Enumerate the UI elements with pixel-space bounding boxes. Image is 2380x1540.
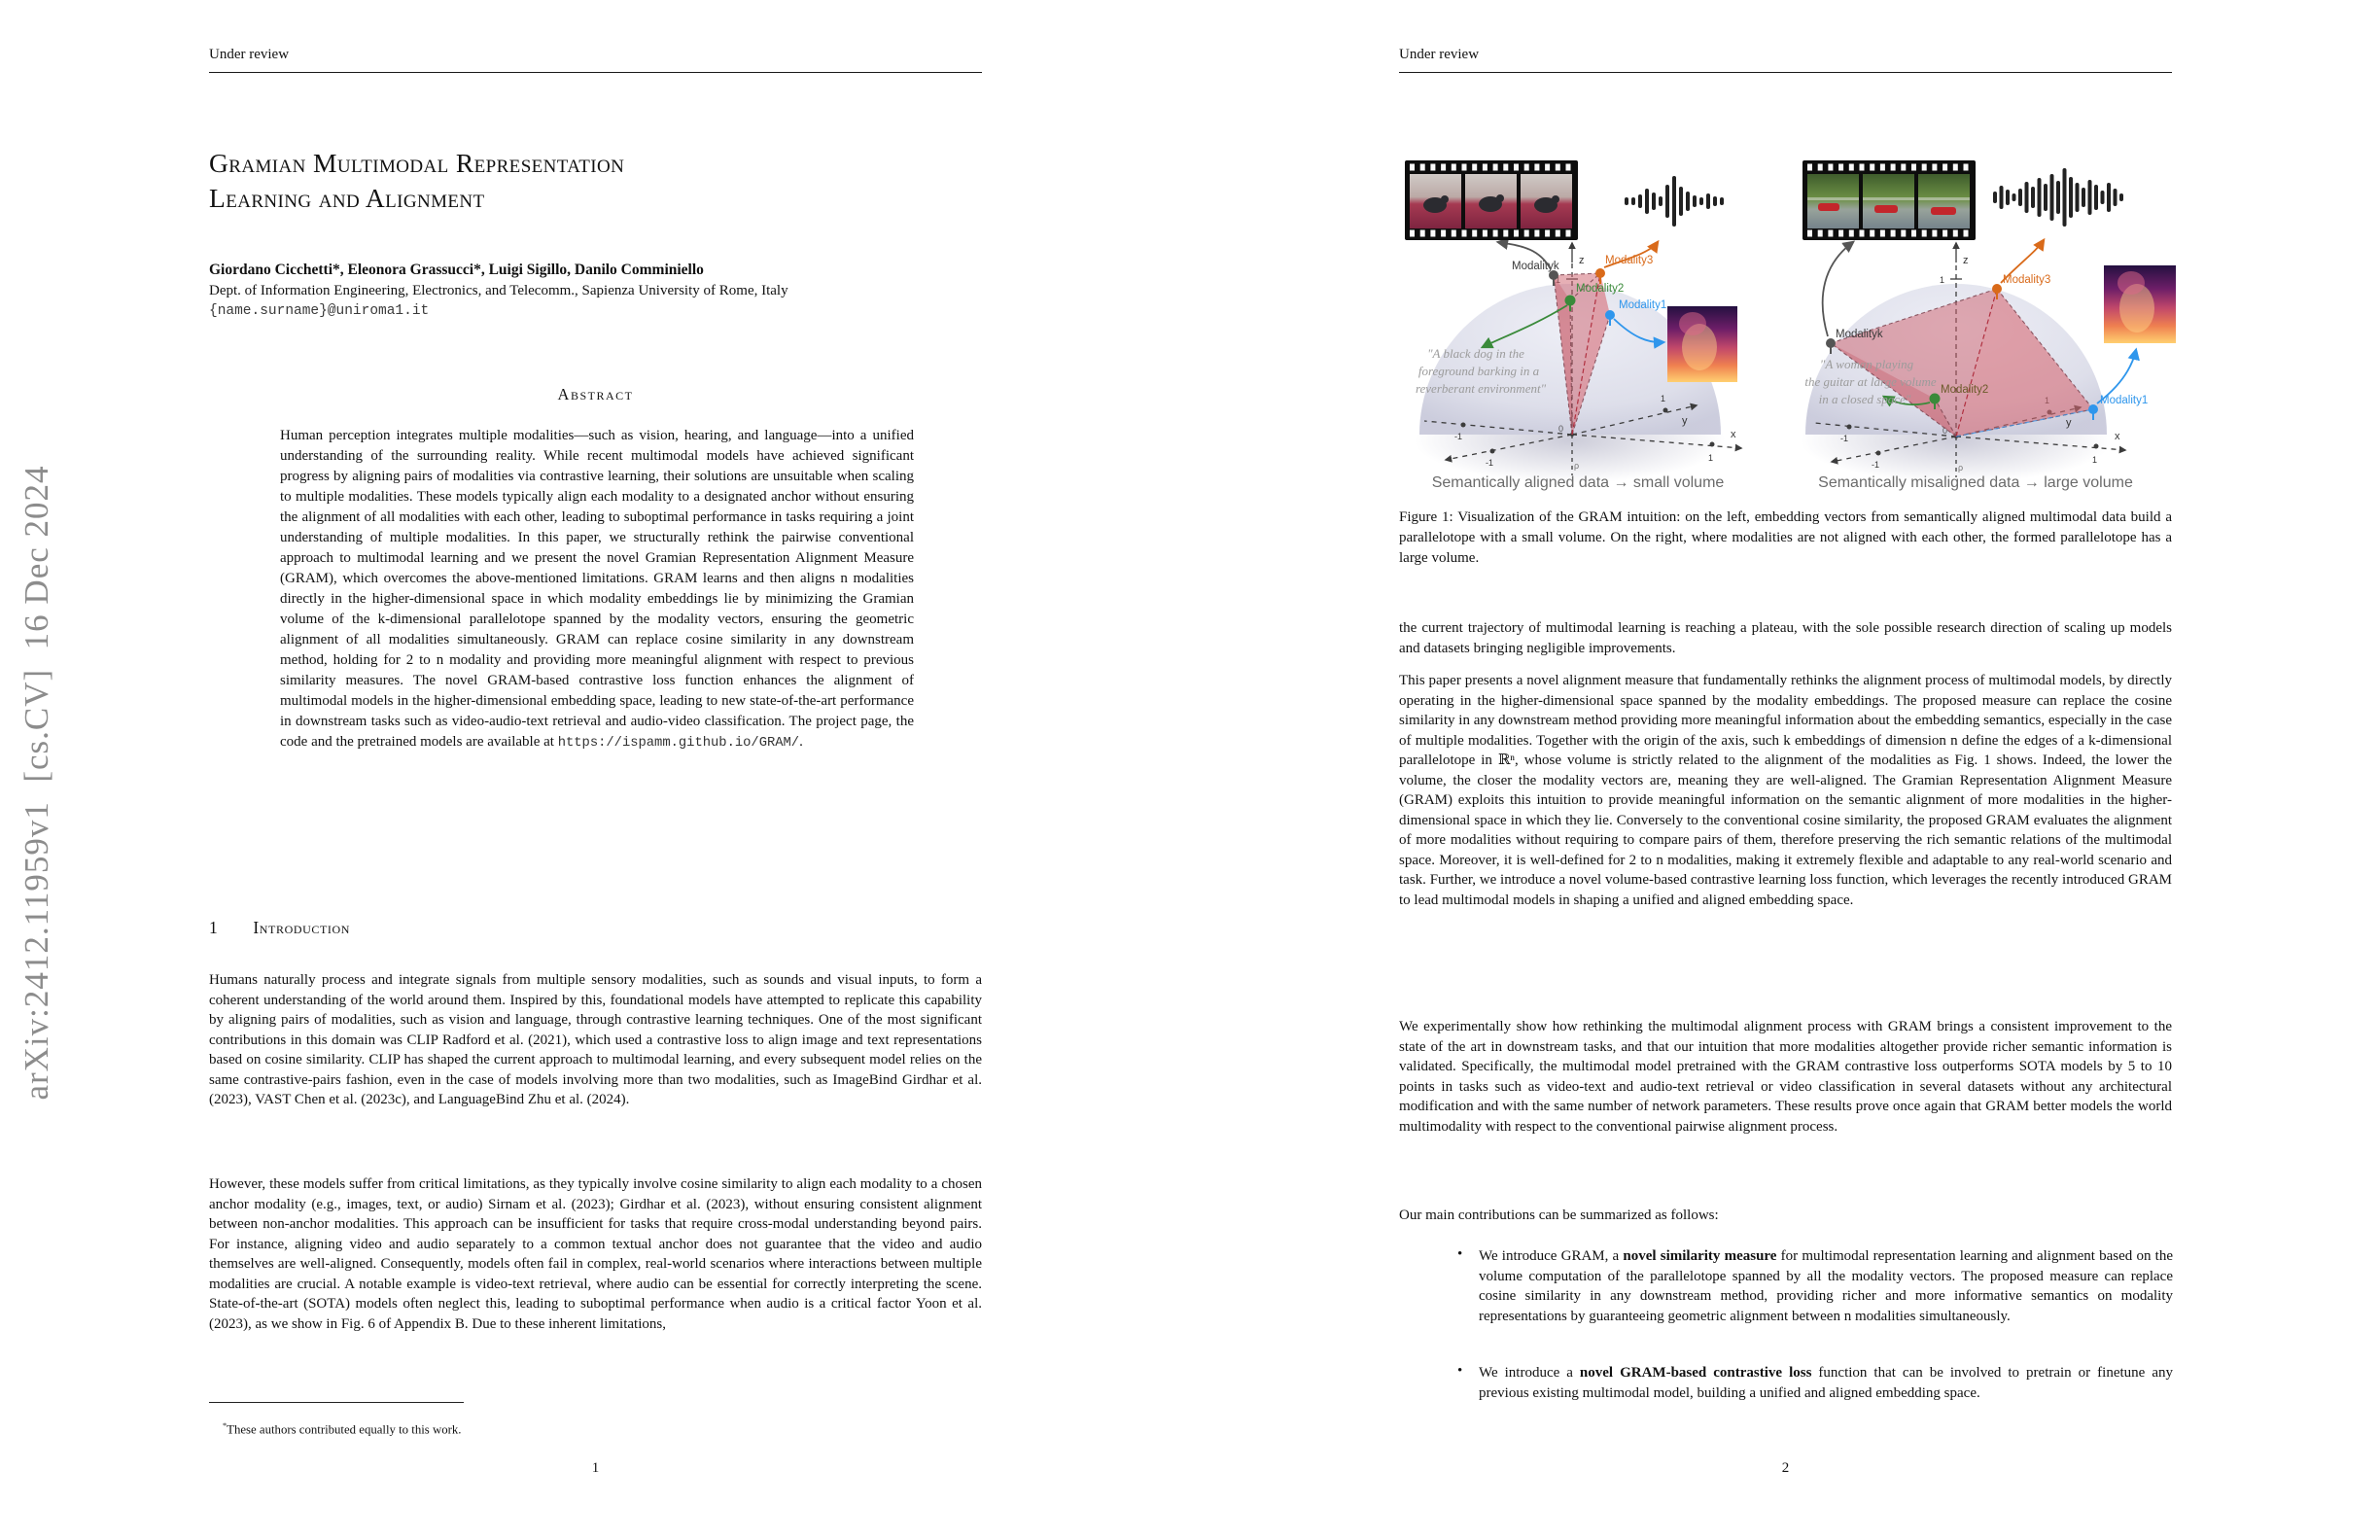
footnote: [223, 1421, 981, 1437]
project-url-link[interactable]: https://ispamm.github.io/GRAM/: [557, 736, 800, 751]
contribution-bullet-1: [1479, 1246, 2173, 1326]
x-tick-1: 1: [2092, 455, 2098, 465]
x-tick-1: 1: [1708, 453, 1714, 463]
running-header-page2: Under review: [1399, 47, 1480, 62]
header-rule-page2: [1399, 72, 2172, 73]
bullet2-bold: novel GRAM-based contrastive loss: [1579, 1365, 1812, 1381]
modality1-label: Modality1: [1619, 299, 1667, 311]
film-strip-video-icon: [1405, 160, 1578, 240]
depth-map-image: [1667, 306, 1737, 382]
quote-line1: "A black dog in the: [1427, 346, 1524, 361]
page2-paragraph-1: the current trajectory of multimodal learning is reaching a plateau, with the sole possible research direction of scaling up models and datasets bringing negligible improvements.: [1399, 620, 2172, 656]
bullet2-pre: We introduce a: [1479, 1365, 1580, 1381]
subcaption-left: Semantically aligned data → small volume: [1431, 474, 1725, 491]
modality3-label: Modality3: [1605, 255, 1654, 266]
page-number-2: 2: [1781, 1460, 1790, 1476]
footnote-rule: [209, 1402, 464, 1403]
y-axis-label: y: [2066, 417, 2072, 429]
origin-label: 0: [1942, 426, 1948, 436]
film-strip-video-icon: [1802, 160, 1976, 240]
modalityk-label: Modalityk: [1512, 261, 1559, 272]
quote-line3: in a closed space": [1818, 392, 1911, 406]
quote-line2: foreground barking in a: [1418, 364, 1540, 378]
intro-paragraph-2: However, these models suffer from critical limitations, as they typically involve cosine similarity to align each modality to a chosen anchor modality (e.g., images, text, or audio) Sirnam et al. (2023); Girdhar et al. (2023), without ensuring consistent alignment between non-anchor modalities. This approach can be insufficient for tasks that require cross-modal understanding beyond pairs. For instance, aligning video and audio separately to a common textual anchor does not guarantee that the video and audio themselves are well-aligned. Consequently, models often fail in complex, real-world scenarios where interactions between multiple modalities are crucial. A notable example is video-text retrieval, where audio can be essential for correctly interpreting the scene. State-of-the-art (SOTA) models often neglect this, leading to suboptimal performance when audio is a critical factor Yoon et al. (2023), as we show in Fig. 6 of Appendix B. Due to these inherent limitations,: [209, 1176, 982, 1332]
bullet-marker: •: [1457, 1363, 1463, 1379]
quote-line2: the guitar at large volume: [1804, 374, 1937, 389]
footnote-text: These authors contributed equally to this work.: [227, 1422, 462, 1437]
video-frames-dog: [1410, 174, 1572, 228]
paper-title: [209, 146, 982, 216]
title-line2: Learning and Alignment: [209, 183, 485, 213]
page2-paragraph-3: We experimentally show how rethinking the multimodal alignment process with GRAM brings a consistent improvement to the state of the art in downstream tasks, and that our intuition that more modalities altogether provide richer semantic information is validated. Specifically, the multimodal model pretrained with the GRAM contrastive loss outperforms SOTA models by 5 to 10 points in tasks such as video-text and audio-text retrieval or video classification in several datasets without any architectural modification and with the same number of network parameters. These results prove once again that GRAM better models the world multimodality with respect to the conventional pairwise alignment process.: [1399, 1019, 2172, 1135]
abstract-paragraph: [280, 426, 914, 753]
y-tick-m1: -1: [1454, 432, 1463, 441]
subcaption-right: Semantically misaligned data → large volume: [1818, 474, 2133, 491]
video-frames-racecar: [1807, 174, 1970, 228]
intro-paragraph-1: Humans naturally process and integrate signals from multiple sensory modalities, such as sounds and visual inputs, to form a coherent understanding of the world around them. Inspired by this, foundational models have attempted to replicate this capability by aligning pairs of modalities, such as vision and language, through contrastive learning techniques. One of the most significant contributions in this domain was CLIP Radford et al. (2021), which used a contrastive loss to align image and text representations based on cosine similarity. CLIP has shaped the current approach to multimodal learning, and every subsequent model relies on the same contrastive-pairs fashion, even in the case of models involving more than two modalities, such as ImageBind Girdhar et al. (2023), VAST Chen et al. (2023c), and LanguageBind Zhu et al. (2024).: [209, 972, 982, 1107]
x-tick-m1: -1: [1872, 460, 1880, 470]
bullet2-post: function that can be involved to pretrain or finetune any previous existing multimodal model, building a unified and aligned embedding space.: [1479, 1365, 2173, 1401]
audio-waveform-icon: [1993, 168, 2123, 227]
origin-label: 0: [1558, 424, 1564, 434]
z-axis-label: z: [1579, 255, 1585, 266]
bullet-marker: •: [1457, 1246, 1463, 1262]
bullet1-pre: We introduce GRAM, a: [1479, 1248, 1624, 1264]
z-axis-label: z: [1963, 255, 1969, 266]
x-axis-label: x: [2115, 431, 2120, 442]
affiliation-line: Dept. of Information Engineering, Electronics, and Telecomm., Sapienza University of Rome, Italy: [209, 283, 788, 298]
page-number-1: 1: [591, 1460, 600, 1476]
figure1-right-subfigure: [1801, 92, 2188, 501]
running-header-page1: Under review: [209, 47, 290, 62]
section-heading-introduction: [209, 918, 350, 938]
x-tick-m1: -1: [1486, 458, 1494, 468]
modality2-label: Modality2: [1576, 283, 1625, 295]
abstract-text: Human perception integrates multiple modalities—such as vision, hearing, and language—into a unified understanding of the surrounding reality. While recent multimodal models have achieved significant progress by aligning pairs of modalities via contrastive learning, their solutions are unsuitable when scaling to multiple modalities. These models typically align each modality to a designated anchor without ensuring the alignment of all modalities with each other, leading to suboptimal performance in tasks requiring a joint understanding of multiple modalities. In this paper, we structurally rethink the pairwise conventional approach to multimodal learning and we present the novel Gramian Representation Alignment Measure (GRAM), which overcomes the above-mentioned limitations. GRAM learns and then aligns n modalities directly in the higher-dimensional space in which modality embeddings lie by minimizing the Gramian volume of the k-dimensional parallelotope spanned by the modality vectors, ensuring the geometric alignment of all modalities simultaneously. GRAM can replace cosine similarity in any downstream method, holding for 2 to n modality and providing more meaningful alignment with respect to previous similarity measures. The novel GRAM-based contrastive loss function enhances the alignment of multimodal models in the higher-dimensional embedding space, leading to new state-of-the-art performance in downstream tasks such as video-audio-text retrieval and audio-video classification. The project page, the code and the pretrained models are available at: [280, 428, 914, 750]
bullet1-bold: novel similarity measure: [1623, 1248, 1777, 1264]
y-tick-1: 1: [1661, 394, 1666, 403]
footnote-mark: *: [223, 1420, 228, 1430]
arxiv-watermark: arXiv:2412.11959v1 [cs.CV] 16 Dec 2024: [18, 465, 55, 1101]
depth-map-image: [2104, 265, 2176, 343]
section-number: 1: [209, 918, 219, 937]
x-axis-label: x: [1731, 429, 1736, 440]
figure1-caption: Figure 1: Visualization of the GRAM intuition: on the left, embedding vectors from semantically aligned multimodal data build a parallelotope with a small volume. On the right, where modalities are not aligned with each other, the formed parallelotope has a large volume.: [1399, 509, 2172, 566]
authors-line: Giordano Cicchetti*, Eleonora Grassucci*, Luigi Sigillo, Danilo Comminiello: [209, 262, 704, 278]
modality1-label: Modality1: [2100, 395, 2149, 406]
contributions-intro: Our main contributions can be summarized as follows:: [1399, 1208, 1719, 1223]
contribution-bullet-2: [1479, 1363, 2173, 1403]
quote-line1: "A woman playing: [1819, 357, 1914, 371]
header-rule-page1: [209, 72, 982, 73]
title-line1: Gramian Multimodal Representation: [209, 148, 625, 178]
page2-paragraph-2: This paper presents a novel alignment measure that fundamentally rethinks the alignment process of multimodal models, by directly operating in the higher-dimensional space spanned by the modality embeddings. The proposed measure can replace the cosine similarity in any downstream method providing more meaningful information about the embedding semantics, especially in the case of multiple modalities. Together with the origin of the axis, such k embeddings of dimension n define the edges of a k-dimensional parallelotope in ℝⁿ, whose volume is strictly related to the alignment of the modalities as Fig. 1 shows. Indeed, the lower the volume, the closer the modality vectors are, meaning they are well-aligned. The Gramian Representation Alignment Measure (GRAM) exploits this intuition to provide meaningful information on the semantic alignment of more modalities in the higher-dimensional space in which they lie. Conversely to the conventional cosine similarity, the proposed GRAM evaluates the alignment of more modalities without requiring to compare pairs of them, therefore preserving the rich semantic relations of the multimodal space. Moreover, it is well-defined for 2 to n modalities, making it extremely flexible and adaptable to any real-world scenario and task. Further, we introduce a novel volume-based contrastive learning loss function, which leverages the recently introduced GRAM to lead multimodal models in shaping a unified and aligned embedding space.: [1399, 673, 2172, 908]
modality2-label: Modality2: [1941, 384, 1989, 396]
audio-waveform-icon: [1625, 176, 1724, 227]
modality3-label: Modality3: [2003, 274, 2051, 286]
quote-line3: reverberant environment": [1415, 381, 1547, 396]
bullet1-post: for multimodal representation learning and alignment based on the volume computation of the parallelotope spanned by all the modality vectors. The proposed measure can replace cosine similarity in any downstream method, providing richer and more informative semantics on modality representations by guaranteeing geometric alignment between n modalities simultaneously.: [1479, 1248, 2173, 1324]
section-title: Introduction: [253, 918, 351, 937]
figure1-left-subfigure: [1403, 92, 1753, 501]
email-line: {name.surname}@uniroma1.it: [209, 303, 430, 319]
z-tick-1: 1: [1940, 275, 1945, 285]
rho-label: ρ: [1574, 461, 1580, 471]
rho-label: ρ: [1958, 463, 1964, 472]
y-axis-label: y: [1682, 415, 1688, 427]
abstract-period: .: [799, 734, 803, 750]
abstract-heading: Abstract: [557, 385, 634, 403]
y-tick-m1: -1: [1840, 434, 1849, 443]
modalityk-label: Modalityk: [1836, 329, 1883, 340]
